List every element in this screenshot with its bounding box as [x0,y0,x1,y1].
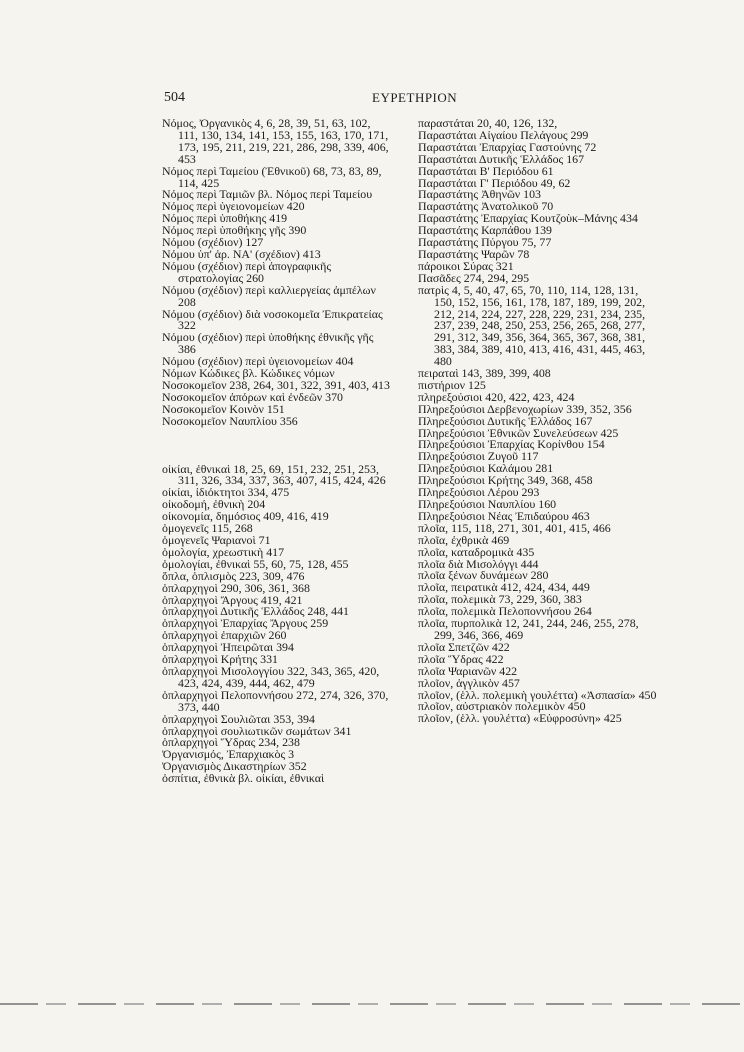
index-entry: Παραστάται Β' Περιόδου 61 [418,163,554,178]
index-entry: πάροικοι Σύρας 321 [418,258,514,273]
index-entry: Πασᾶδες 274, 294, 295 [418,270,530,285]
index-entry: Παραστάτης Πύργου 75, 77 [418,235,552,250]
index-entry: πλοῖον, ἀγγλικὸν 457 [418,675,520,690]
index-entry: Νόμος περὶ ὑγειονομείων 420 [162,199,305,214]
index-entry: πλοῖα, 115, 118, 271, 301, 401, 415, 466 [418,520,611,535]
index-entry: Πληρεξούσιοι Δερβενοχωρίων 339, 352, 356 [418,401,632,416]
index-entry: Πληρεξούσιοι Καλάμου 281 [418,461,554,476]
index-entry: ὅπλα, ὁπλισμὸς 223, 309, 476 [162,568,305,583]
index-entry: Νόμου (σχέδιον) περὶ ἀπογραφικῆς στρατολογίας 260 [162,258,332,285]
index-entry: Παραστάτης Καρπάθου 139 [418,223,552,238]
index-entry: ὁπλαρχηγοὶ σουλιωτικῶν σωμάτων 341 [162,723,352,738]
index-entry: ὁπλαρχηγοὶ ἐπαρχιῶν 260 [162,628,287,643]
index-entry: πληρεξούσιοι 420, 422, 423, 424 [418,389,575,404]
index-entry: Νοσοκομεῖον Ναυπλίου 356 [162,413,298,428]
index-entry: ὁμολογίαι, ἐθνικαὶ 55, 60, 75, 128, 455 [162,556,349,571]
index-column-left [162,118,392,785]
index-entry: ὁπλαρχηγοὶ Μισολογγίου 322, 343, 365, 420, 423, 424, 439, 444, 462, 479 [162,663,380,690]
index-entry: πλοῖα, πολεμικὰ Πελοποννήσου 264 [418,604,592,619]
index-entry: Παραστάται Αἰγαίου Πελάγους 299 [418,127,589,142]
page-number: 504 [164,90,185,105]
index-entry: πλοῖα Ψαριανῶν 422 [418,663,518,678]
index-entry: πλοῖα, πυρπολικὰ 12, 241, 244, 246, 255, 278, 299, 346, 366, 469 [418,616,639,642]
index-entry: πλοῖα, πειρατικὰ 412, 424, 434, 449 [418,580,590,595]
index-entry: ὁπλαρχηγοὶ Δυτικῆς Ἑλλάδος 248, 441 [162,604,349,619]
index-entry: Πληρεξούσιοι Κρήτης 349, 368, 458 [418,473,593,488]
index-entry: πλοῖα ξένων δυνάμεων 280 [418,568,549,583]
index-entry: πλοῖα, καταδρομικὰ 435 [418,544,535,559]
index-entry: Νόμος περὶ Ταμιῶν βλ. Νόμος περὶ Ταμείου [162,187,373,202]
section-gap [162,428,392,464]
index-entry: Πληρεξούσιοι Νέας Ἐπιδαύρου 463 [418,508,590,523]
index-entry: Νόμου (σχέδιον) 127 [162,235,264,250]
index-entry: πατρὶς 4, 5, 40, 47, 65, 70, 110, 114, 128, 131, 150, 152, 156, 161, 178, 187, 189, 199, 202, 212, 214, 224, 227, 228, 229, 231, 234, 235, 237, 239, 248, 250, 253, 256, 265, 268, 277, 291, 312, 349, 356, 364, 365, 367, 368, 381, 383, 384, 389, 410, 413, 416, 431, 445, 463, 480 [418,282,646,369]
index-entry: πλοῖα διὰ Μισολόγγι 444 [418,556,539,571]
index-column-right [418,118,658,725]
index-entry: Ὀργανισμὸς Δικαστηρίων 352 [162,759,307,774]
index-entry: Νοσοκομεῖον ἀπόρων καὶ ἐνδεῶν 370 [162,389,343,404]
index-entry: Παραστάτης Ἐπαρχίας Κουτζοὺκ–Μάνης 434 [418,211,638,226]
index-entry: πλοῖα Σπετζῶν 422 [418,639,510,654]
index-entry: πλοῖον, (ἑλλ. πολεμικὴ γουλέττα) «Ἀσπασία» 450 [418,687,657,702]
index-entry: πιστήριον 125 [418,377,486,392]
index-entry: ὁπλαρχηγοὶ Πελοποννήσου 272, 274, 326, 370, 373, 440 [162,687,389,714]
index-entry: Νόμος περὶ ὑποθήκης 419 [162,211,288,226]
index-entry: ὁπλαρχηγοὶ Ἐπαρχίας Ἄργους 259 [162,616,329,631]
index-entry: πλοῖον, (ἑλλ. γουλέττα) «Εὐφροσύνη» 425 [418,711,622,726]
index-entry: ὁμογενεῖς 115, 268 [162,521,253,536]
index-entry: Παραστάτης Ἀνατολικοῦ 70 [418,199,554,214]
index-entry: ὁπλαρχηγοὶ Ὕδρας 234, 238 [162,735,300,750]
index-entry: οἰκοδομή, ἐθνικὴ 204 [162,497,266,512]
index-entry: Παραστάτης Ἀθηνῶν 103 [418,187,541,202]
index-entry: ὁπλαρχηγοὶ Κρήτης 331 [162,652,278,667]
index-entry: ὁμολογία, χρεωστικὴ 417 [162,544,285,559]
index-entry: Πληρεξούσιοι Λέρου 293 [418,485,540,500]
index-entry: ὁπλαρχηγοὶ Ἠπειρῶται 394 [162,640,294,655]
index-entry: ὀσπίτια, ἐθνικὰ βλ. οἰκίαι, ἐθνικαὶ [162,771,325,786]
index-entry: Νόμου (σχέδιον) περὶ ὑγειονομείων 404 [162,354,354,369]
index-entry: Πληρεξούσιοι Ζυγοῦ 117 [418,449,539,464]
index-entry: Παραστάται Γ' Περιόδου 49, 62 [418,175,571,190]
index-entry: πλοῖα Ὕδρας 422 [418,651,504,666]
index-entry: Νόμος περὶ ὑποθήκης γῆς 390 [162,223,307,238]
scan-edge-line [0,1003,744,1005]
index-entry: πλοῖα, ἐχθρικὰ 469 [418,532,510,547]
index-entry: Ὀργανισμός, Ἐπαρχιακὸς 3 [162,747,295,762]
index-entry: ὁπλαρχηγοὶ Σουλιῶται 353, 394 [162,711,315,726]
index-entry: Νόμου ὑπ' ἀρ. ΝΑ' (σχέδιον) 413 [162,246,321,261]
index-entry: πλοῖον, αὐστριακὸν πολεμικὸν 450 [418,699,586,714]
index-entry: οἰκονομία, δημόσιος 409, 416, 419 [162,509,329,524]
index-entry: Νόμων Κώδικες βλ. Κώδικες νόμων [162,366,335,381]
index-entry: ὁμογενεῖς Ψαριανοὶ 71 [162,533,271,547]
index-entry: Παραστάται Δυτικῆς Ἑλλάδος 167 [418,151,585,166]
index-entry: πειραταὶ 143, 389, 399, 408 [418,366,551,381]
index-entry: Νόμου (σχέδιον) περὶ καλλιεργείας ἀμπέλων 208 [162,282,376,309]
index-entry: Νοσοκομεῖον Κοινὸν 151 [162,401,285,416]
index-entry: πλοῖα, πολεμικὰ 73, 229, 360, 383 [418,592,582,607]
index-entry: Πληρεξούσιοι Ἐπαρχίας Κορίνθου 154 [418,437,605,452]
index-entry: οἰκίαι, ἰδιόκτητοι 334, 475 [162,485,290,500]
index-entry: οἰκίαι, ἐθνικαὶ 18, 25, 69, 151, 232, 251, 253, 311, 326, 334, 337, 363, 407, 415, 424, 426 [162,461,386,488]
index-entry: ὁπλαρχηγοὶ Ἄργους 419, 421 [162,592,303,607]
index-entry: Νόμου (σχέδιον) διὰ νοσοκομεῖα Ἐπικρατείας 322 [162,306,383,333]
index-entry: Νόμος περὶ Ταμείου (Ἐθνικοῦ) 68, 73, 83, 89, 114, 425 [162,163,382,190]
index-entry: Νόμου (σχέδιον) περὶ ὑποθήκης ἐθνικῆς γῆς 386 [162,330,374,357]
index-entry: παραστάται 20, 40, 126, 132, [418,116,558,130]
index-entry: Νόμος, Ὀργανικὸς 4, 6, 28, 39, 51, 63, 102, 111, 130, 134, 141, 153, 155, 163, 170, 171, 173, 195, 211, 219, 221, 286, 298, 339, 406, 453 [162,116,389,166]
index-entry: Νοσοκομεῖον 238, 264, 301, 322, 391, 403, 413 [162,377,390,392]
index-entry: Πληρεξούσιοι Δυτικῆς Ἑλλάδος 167 [418,413,593,428]
index-entry: ὁπλαρχηγοὶ 290, 306, 361, 368 [162,580,310,595]
index-entry: Πληρεξούσιοι Ναυπλίου 160 [418,497,557,511]
index-entry: Παραστάτης Ψαρῶν 78 [418,246,530,261]
index-entry: Πληρεξούσιοι Ἐθνικῶν Συνελεύσεων 425 [418,425,619,440]
running-head: ΕΥΡΕΤΗΡΙΟΝ [372,90,458,105]
index-entry: Παραστάται Ἐπαρχίας Γαστούνης 72 [418,139,597,154]
